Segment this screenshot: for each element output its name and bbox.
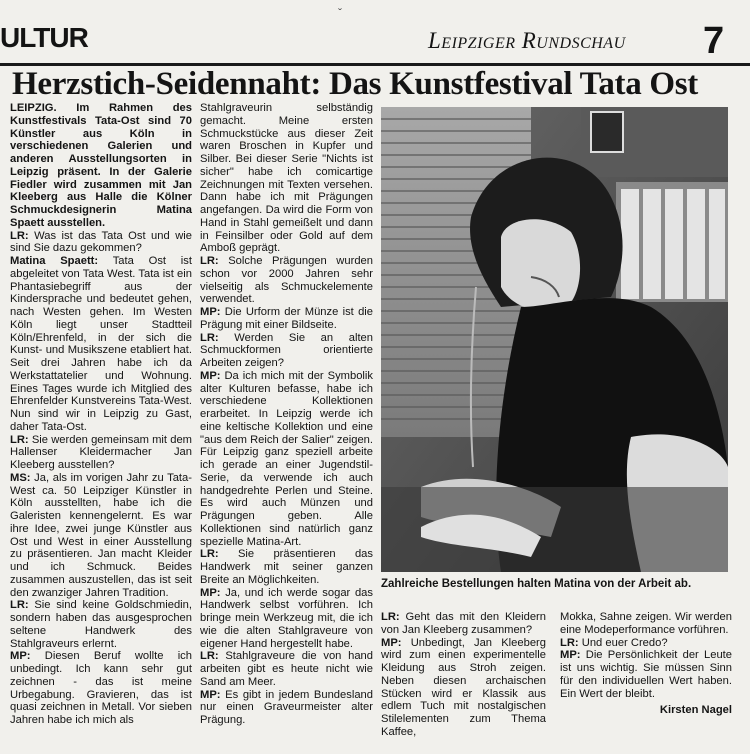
photo-graphic	[381, 107, 728, 572]
paragraph	[200, 587, 373, 651]
paragraph	[560, 611, 732, 637]
newspaper-name	[428, 28, 626, 54]
paragraph-text: Im Rahmen des Kunstfestivals Tata-Ost sind 70 Künstler aus Köln in verschiedenen Galerien und anderen Ausstellungsorten in Leipzig präsent. In der Galerie Fiedler wird zusammen mit Jan Kleeberg aus Halle die Kölner Schmuckdesignerin Matina Spaett ausstellen.	[10, 102, 192, 229]
paragraph-text: Geht das mit den Kleidern von Jan Kleeberg zusammen?	[381, 611, 546, 636]
paragraph	[200, 332, 373, 370]
paragraph-text: Werden Sie an alten Schmuckformen orientierte Arbeiten zeigen?	[200, 331, 373, 369]
speaker-label: LR:	[200, 331, 219, 344]
newspaper-name-text: Leipziger Rundschau	[428, 28, 626, 53]
paragraph-text: Die Urform der Münze ist die Prägung mit einer Bildseite.	[200, 306, 373, 331]
paragraph	[381, 611, 546, 637]
speaker-label: MP:	[200, 586, 221, 599]
paragraph	[200, 650, 373, 688]
paragraph-text: Mokka, Sahne zeigen. Wir werden eine Modeperformance vorführen.	[560, 611, 732, 636]
paragraph-text: Sie sind keine Goldschmiedin, sondern haben das ausgesprochen seltene Handwerk des Stahlgraveurs erlernt.	[10, 599, 192, 650]
author-byline: Kirsten Nagel	[659, 704, 732, 717]
speaker-label: MS:	[10, 471, 31, 484]
speaker-label: LR:	[10, 599, 29, 612]
article-column-1	[10, 102, 192, 727]
headline: Herzstich-Seidennaht: Das Kunstfestival Tata Ost	[12, 66, 698, 102]
paragraph-text: Die Persönlichkeit der Leute ist uns wichtig. Sie müssen Sinn für den individuellen Wert haben. Ein Wert der bleibt.	[560, 649, 732, 700]
article-column-4	[560, 611, 732, 717]
paragraph	[10, 255, 192, 434]
paragraph	[10, 650, 192, 727]
paragraph	[560, 637, 732, 650]
paragraph	[10, 434, 192, 472]
paragraph	[10, 230, 192, 256]
scan-mark: ˇ	[338, 6, 342, 20]
paragraph	[10, 472, 192, 600]
article-column-2	[200, 102, 373, 727]
speaker-label: LEIPZIG.	[10, 102, 57, 114]
paragraph-text: Stahlgraveurin selbständig gemacht. Meine ersten Schmuckstücke aus dieser Zeit waren Broschen in Kupfer und Silber. Bei dieser Serie "Nichts ist sicher" habe ich comicartige Zeichnungen mit Texten versehen. Dann habe ich mit Prägungen angefangen. Da wird die Form von Hand in Stahl gemeißelt und dann in Feinsilber oder Gold auf dem Amboß geprägt.	[200, 102, 373, 255]
speaker-label: MP:	[200, 688, 221, 701]
speaker-label: MP:	[200, 369, 221, 382]
speaker-label: LR:	[200, 255, 219, 267]
speaker-label: MP:	[200, 306, 221, 318]
paragraph-text: Es gibt in jedem Bundesland nur einen Graveurmeister alter Prägung.	[200, 688, 373, 726]
paragraph-text: Diesen Beruf wollte ich unbedingt. Ich kann sehr gut zeichnen - das ist meine Urbegabung. Gravieren, das ist quasi zeichnen in Metall. Vor sieben Jahren habe ich mich als	[10, 650, 192, 726]
paragraph	[200, 689, 373, 727]
article-column-3	[381, 611, 546, 739]
speaker-label: LR:	[200, 548, 219, 561]
paragraph	[200, 370, 373, 549]
speaker-label: MP:	[560, 649, 581, 662]
speaker-label: MP:	[10, 650, 31, 663]
paragraph-text: Ja, und ich werde sogar das Handwerk selbst vorführen. Ich bringe mein Werkzeug mit, die ich wie die alten Stahlgraveure von eigener Hand hergestellt habe.	[200, 586, 373, 650]
paragraph-text: Sie werden gemeinsam mit dem Hallenser Kleidermacher Jan Kleeberg ausstellen?	[10, 433, 192, 471]
paragraph	[560, 649, 732, 700]
speaker-label: MP:	[381, 636, 402, 649]
paragraph	[381, 637, 546, 739]
paragraph	[10, 599, 192, 650]
paragraph	[200, 255, 373, 306]
paragraph-text: Was ist das Tata Ost und wie sind Sie dazu gekommen?	[10, 229, 192, 255]
paragraph-text: Sie präsentieren das Handwerk mit seiner ganzen Breite an Möglichkeiten.	[200, 548, 373, 586]
paragraph	[200, 102, 373, 255]
speaker-label: LR:	[10, 229, 29, 242]
paragraph	[200, 548, 373, 586]
paragraph	[10, 102, 192, 230]
speaker-label: LR:	[200, 650, 219, 663]
photo-caption: Zahlreiche Bestellungen halten Matina von der Arbeit ab.	[381, 578, 692, 590]
page-number: 7	[703, 20, 725, 62]
paragraph	[200, 306, 373, 332]
speaker-label: LR:	[381, 611, 400, 623]
paragraph-text: Und euer Credo?	[578, 636, 668, 649]
paragraph-text: Tata Ost ist abgeleitet von Tata West. Tata ist ein Phantasiebegriff aus der Kindersprache und bedeutet gehen, nach Westen gehen. Im Westen Köln liegt unser Stadtteil Köln/Ehrenfeld, in der sich die Kunst- und Musikszene etabliert hat. Seit drei Jahren habe ich da Werkstattatelier und Wohnung. Eines Tages wurde ich Mitglied des Ehrenfelder Kunstvereins Tata-West. Nun sind wir in Leipzig zu Gast, daher Tata-Ost.	[10, 255, 192, 433]
speaker-label: LR:	[10, 433, 29, 446]
paragraph-text: Unbedingt, Jan Kleeberg wird zum einen experimentelle Kleidung aus Stroh zeigen. Neben diesen archaischen Stücken wird er Klassik aus edlem Tuch mit nostalgischen Stilelementen zum Thema Kaffee,	[381, 636, 546, 738]
paragraph-text: Solche Prägungen wurden schon vor 2000 Jahren sehr vielseitig als Schmuckelemente verwendet.	[200, 255, 373, 306]
paragraph-text: Stahlgraveure die von hand arbeiten gibt es heute nicht wie Sand am Meer.	[200, 650, 373, 688]
speaker-label: Matina Spaett:	[10, 255, 99, 267]
article-photo	[381, 107, 728, 572]
paragraph-text: Ja, als im vorigen Jahr zu Tata-West ca. 50 Leipziger Künstler in Köln ausstellten, habe ich die Galeristen kennengelernt. Es war ihre Idee, zwei junge Künstler aus Ost und West in einer Ausstellung zu präsentieren. Jan macht Kleider und ich Schmuck. Beides zusammen auszustellen, das ist seit den zwanziger Jahren Tradition.	[10, 471, 192, 599]
section-name: ULTUR	[0, 22, 88, 53]
paragraph-text: Da ich mich mit der Symbolik alter Kulturen befasse, habe ich verschiedene Kollektionen erarbeitet. In Leipzig werde ich eine keltische Kollektion und eine "aus dem Reich der Salier" zeigen. Für Leipzig ganz speziell arbeite ich gerade an einer Jugendstil-Serie, da verwende ich auch handgedrehte Perlen und Steine. Es wird auch Münzen und Prägungen geben. Alle Kollektionen sind natürlich ganz spezielle Matina-Art.	[200, 369, 373, 548]
masthead	[0, 18, 750, 62]
speaker-label: LR:	[560, 636, 579, 649]
